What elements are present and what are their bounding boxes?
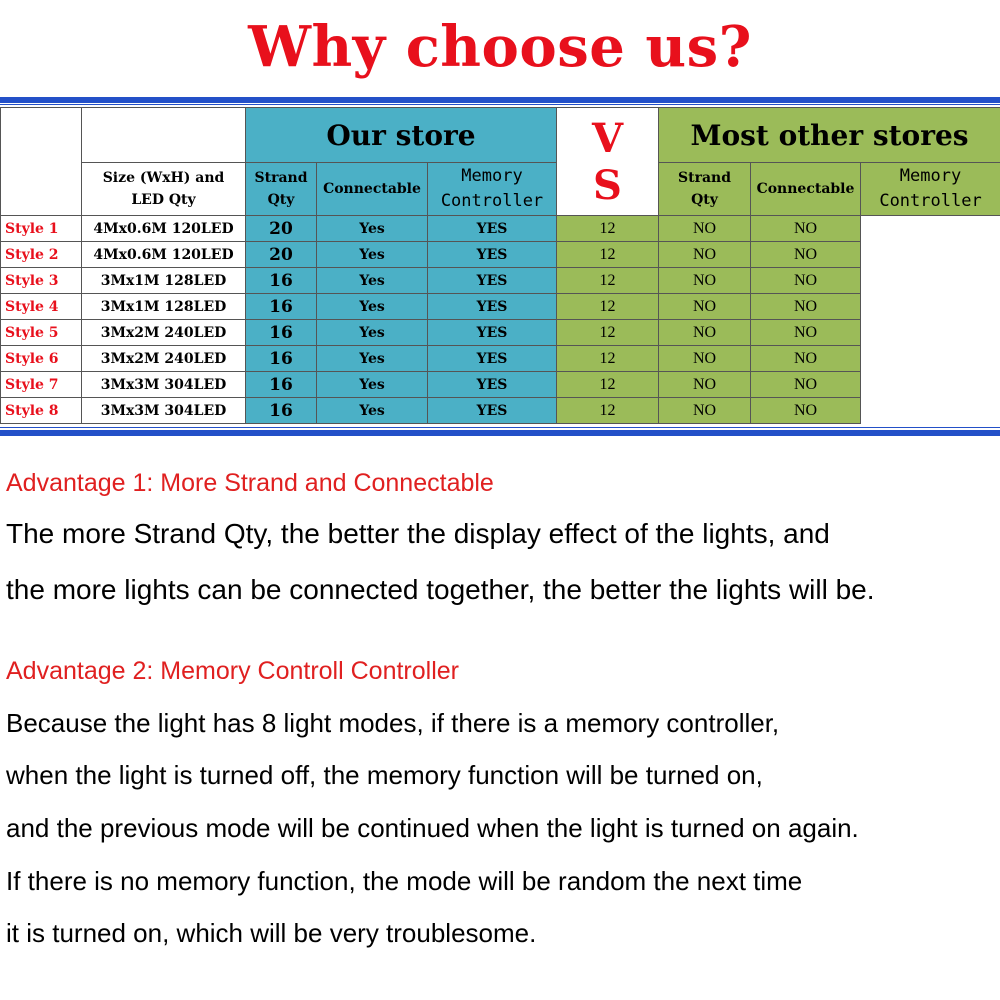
size-header-line1: Size (WxH) and	[102, 170, 225, 186]
our-memory-cell: YES	[428, 268, 557, 294]
blank-header-cell	[82, 108, 246, 163]
our-strand-cell: 16	[246, 268, 317, 294]
other-memory-cell: NO	[751, 346, 861, 372]
other-memory-cell: NO	[751, 216, 861, 242]
style-label: Style 6	[1, 346, 82, 372]
other-memory-cell: NO	[751, 268, 861, 294]
our-memory-cell: YES	[428, 242, 557, 268]
other-connectable-cell: NO	[659, 268, 751, 294]
other-strand-cell: 12	[557, 294, 659, 320]
blank-corner-cell	[1, 108, 82, 216]
other-connectable-cell: NO	[659, 346, 751, 372]
our-memory-cell: YES	[428, 372, 557, 398]
size-cell: 3Mx1M 128LED	[82, 294, 246, 320]
other-strand-cell: 12	[557, 268, 659, 294]
other-memory-cell: NO	[751, 294, 861, 320]
other-connectable-cell: NO	[659, 398, 751, 424]
other-strand-cell: 12	[557, 346, 659, 372]
advantage2-line4: If there is no memory function, the mode will be random the next time	[6, 866, 803, 896]
style-label: Style 3	[1, 268, 82, 294]
style-label: Style 4	[1, 294, 82, 320]
advantage2-line3: and the previous mode will be continued when the light is turned on again.	[6, 813, 859, 843]
page-title: Why choose us?	[248, 14, 752, 80]
other-strand-cell: 12	[557, 242, 659, 268]
other-connectable-header: Connectable	[751, 163, 861, 216]
other-memory-cell: NO	[751, 372, 861, 398]
other-strand-cell: 12	[557, 398, 659, 424]
style-label: Style 1	[1, 216, 82, 242]
top-divider-thin	[0, 104, 1000, 105]
advantage2-line2: when the light is turned off, the memory function will be turned on,	[6, 760, 763, 790]
table-row	[1, 372, 1000, 398]
other-memory-cell: NO	[751, 320, 861, 346]
other-strand-cell: 12	[557, 320, 659, 346]
our-memory-header-line1: Memory	[461, 166, 523, 186]
our-strand-cell: 16	[246, 372, 317, 398]
our-strand-header	[246, 163, 317, 216]
our-memory-cell: YES	[428, 320, 557, 346]
our-connectable-cell: Yes	[317, 216, 428, 242]
other-connectable-cell: NO	[659, 372, 751, 398]
our-strand-cell: 16	[246, 398, 317, 424]
our-connectable-cell: Yes	[317, 294, 428, 320]
table-row	[1, 294, 1000, 320]
table-row	[1, 242, 1000, 268]
other-memory-cell: NO	[751, 242, 861, 268]
our-memory-cell: YES	[428, 216, 557, 242]
advantage1-line1: The more Strand Qty, the better the display effect of the lights, and	[6, 518, 830, 549]
our-store-header: Our store	[246, 108, 557, 163]
our-strand-header-line2: Qty	[267, 192, 295, 208]
other-stores-header: Most other stores	[659, 108, 1000, 163]
our-memory-cell: YES	[428, 398, 557, 424]
bottom-divider-bar	[0, 430, 1000, 436]
our-connectable-header: Connectable	[317, 163, 428, 216]
our-strand-cell: 16	[246, 294, 317, 320]
our-connectable-cell: Yes	[317, 320, 428, 346]
our-strand-cell: 20	[246, 216, 317, 242]
our-connectable-cell: Yes	[317, 346, 428, 372]
other-strand-header	[659, 163, 751, 216]
our-memory-header	[428, 163, 557, 216]
size-cell: 4Mx0.6M 120LED	[82, 216, 246, 242]
style-label: Style 8	[1, 398, 82, 424]
bottom-divider-thin	[0, 427, 1000, 428]
comparison-table	[0, 107, 1000, 424]
advantage2-heading: Advantage 2: Memory Controll Controller	[6, 657, 459, 685]
our-memory-header-line2: Controller	[440, 191, 544, 211]
size-cell: 4Mx0.6M 120LED	[82, 242, 246, 268]
other-strand-header-line1: Strand	[678, 170, 731, 186]
other-connectable-cell: NO	[659, 294, 751, 320]
table-subheader-row	[1, 163, 1000, 216]
other-memory-header-line1: Memory	[899, 166, 962, 186]
our-connectable-cell: Yes	[317, 398, 428, 424]
other-memory-header	[861, 163, 1000, 216]
our-strand-header-line1: Strand	[254, 170, 308, 186]
size-cell: 3Mx2M 240LED	[82, 320, 246, 346]
advantage1-line2: the more lights can be connected together, the better the lights will be.	[6, 574, 875, 605]
our-strand-cell: 16	[246, 346, 317, 372]
our-strand-cell: 16	[246, 320, 317, 346]
size-cell: 3Mx3M 304LED	[82, 398, 246, 424]
style-label: Style 7	[1, 372, 82, 398]
top-divider-bar	[0, 97, 1000, 103]
our-memory-cell: YES	[428, 346, 557, 372]
advantage1-heading: Advantage 1: More Strand and Connectable	[6, 469, 494, 497]
style-label: Style 2	[1, 242, 82, 268]
other-connectable-cell: NO	[659, 242, 751, 268]
size-header-line2: LED Qty	[131, 192, 196, 208]
other-strand-cell: 12	[557, 216, 659, 242]
our-connectable-cell: Yes	[317, 372, 428, 398]
our-strand-cell: 20	[246, 242, 317, 268]
table-row	[1, 268, 1000, 294]
advantage2-line5: it is turned on, which will be very troublesome.	[6, 918, 537, 948]
our-memory-cell: YES	[428, 294, 557, 320]
other-connectable-cell: NO	[659, 320, 751, 346]
table-row	[1, 398, 1000, 424]
advantage2-line1: Because the light has 8 light modes, if there is a memory controller,	[6, 708, 780, 738]
table-row	[1, 346, 1000, 372]
table-row	[1, 320, 1000, 346]
size-header	[82, 163, 246, 216]
other-memory-cell: NO	[751, 398, 861, 424]
our-connectable-cell: Yes	[317, 268, 428, 294]
table-header-row	[1, 108, 1000, 163]
vs-label: V S	[557, 108, 659, 216]
other-memory-header-line2: Controller	[879, 191, 982, 211]
size-cell: 3Mx2M 240LED	[82, 346, 246, 372]
size-cell: 3Mx1M 128LED	[82, 268, 246, 294]
style-label: Style 5	[1, 320, 82, 346]
our-connectable-cell: Yes	[317, 242, 428, 268]
other-strand-cell: 12	[557, 372, 659, 398]
size-cell: 3Mx3M 304LED	[82, 372, 246, 398]
other-strand-header-line2: Qty	[691, 192, 718, 208]
other-connectable-cell: NO	[659, 216, 751, 242]
table-row	[1, 216, 1000, 242]
